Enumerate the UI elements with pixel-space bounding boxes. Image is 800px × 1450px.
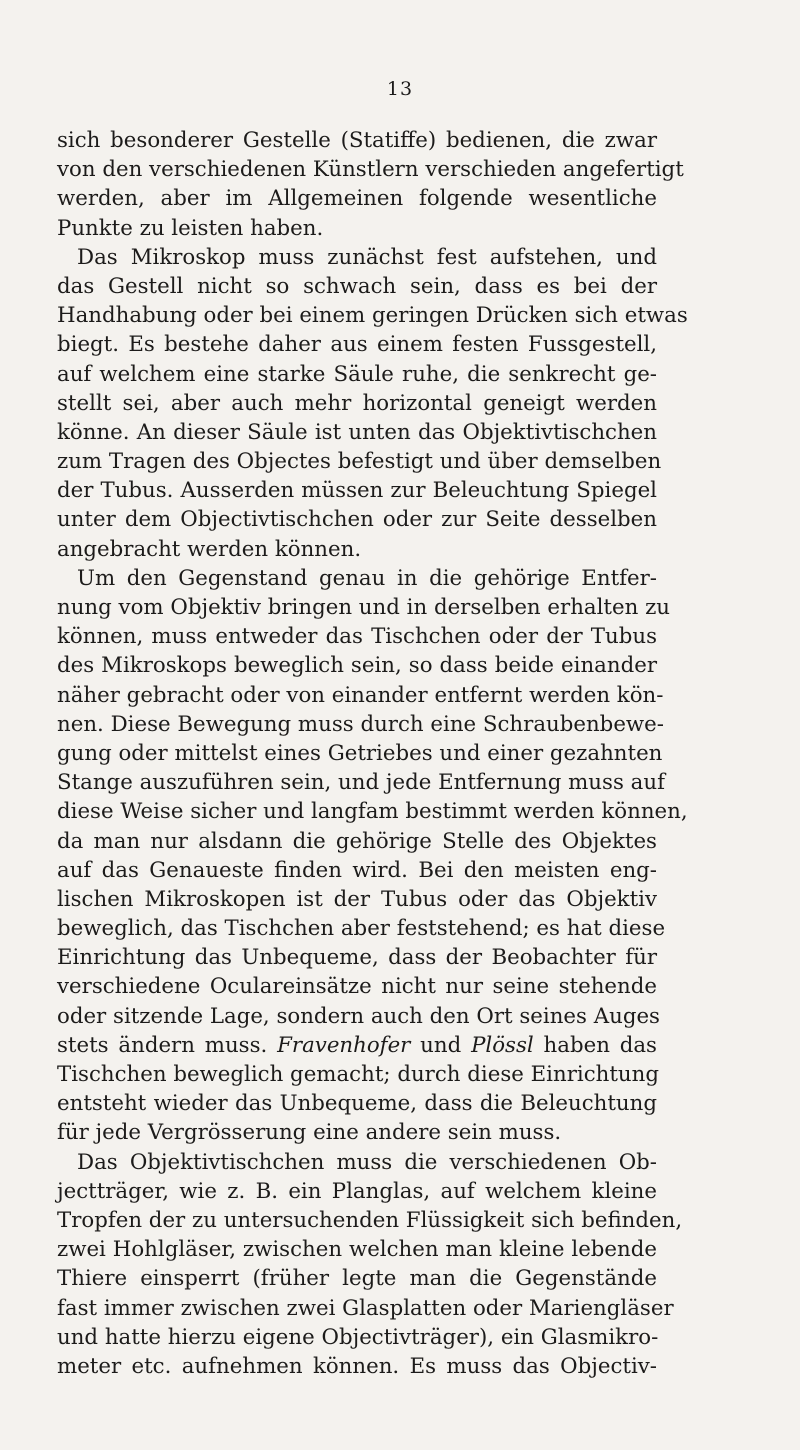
text-line: unter dem Objectivtischchen oder zur Seite desselben — [57, 507, 657, 533]
text-line: Das Objektivtischchen muss die verschiedenen Ob- — [77, 1149, 657, 1175]
text-line: könne. An dieser Säule ist unten das Objektivtischchen — [57, 419, 657, 445]
text-line: gung oder mittelst eines Getriebes und einer gezahnten — [57, 740, 663, 766]
text-line: Um den Gegenstand genau in die gehörige Entfer- — [77, 565, 657, 591]
text-line: können, muss entweder das Tischchen oder der Tubus — [57, 624, 657, 650]
text-line: oder sitzende Lage, sondern auch den Ort seines Auges — [57, 1003, 660, 1029]
text-line: und hatte hierzu eigene Objectivträger), ein Glasmikro- — [57, 1324, 659, 1350]
text-line: auf welchem eine starke Säule ruhe, die senkrecht ge- — [57, 361, 657, 387]
text-line: Stange auszuführen sein, und jede Entfernung muss auf — [57, 770, 665, 796]
text-line: zwei Hohlgläser, zwischen welchen man kleine lebende — [57, 1237, 657, 1263]
text-line: Einrichtung das Unbequeme, dass der Beobachter für — [57, 945, 657, 971]
text-line: das Gestell nicht so schwach sein, dass es bei der — [57, 273, 657, 299]
text-line: biegt. Es bestehe daher aus einem festen Fussgestell, — [57, 332, 657, 358]
text-line: näher gebracht oder von einander entfernt werden kön- — [57, 682, 664, 708]
text-segment: haben das — [533, 1032, 657, 1058]
text-line: Das Mikroskop muss zunächst fest aufstehen, und — [77, 244, 657, 270]
text-segment: und — [410, 1032, 472, 1058]
text-segment: stets ändern muss. — [57, 1032, 278, 1058]
text-line: lischen Mikroskopen ist der Tubus oder das Objektiv — [57, 886, 657, 912]
text-line: werden, aber im Allgemeinen folgende wesentliche — [57, 186, 657, 212]
text-line: stellt sei, aber auch mehr horizontal geneigt werden — [57, 390, 657, 416]
text-line: entsteht wieder das Unbequeme, dass die Beleuchtung — [57, 1091, 657, 1117]
text-line: da man nur alsdann die gehörige Stelle des Objektes — [57, 828, 657, 854]
text-line — [57, 1031, 657, 1060]
text-line: für jede Vergrösserung eine andere sein muss. — [57, 1120, 562, 1146]
text-line: jectträger, wie z. B. ein Planglas, auf welchem kleine — [57, 1178, 657, 1204]
text-line: meter etc. aufnehmen können. Es muss das Objectiv- — [57, 1353, 657, 1379]
text-line: diese Weise sicher und langfam bestimmt werden können, — [57, 799, 688, 825]
author-name-ploessl: Plössl — [471, 1032, 534, 1058]
text-line: verschiedene Oculareinsätze nicht nur seine stehende — [57, 974, 657, 1000]
text-line: Tropfen der zu untersuchenden Flüssigkeit sich befinden, — [57, 1207, 683, 1233]
text-line: Punkte zu leisten haben. — [57, 215, 324, 241]
text-line: Tischchen beweglich gemacht; durch diese Einrichtung — [57, 1062, 659, 1087]
author-name-fraunhofer: Fravenhofer — [277, 1032, 411, 1058]
text-line: nung vom Objektiv bringen und in derselben erhalten zu — [57, 595, 671, 620]
text-line: der Tubus. Ausserden müssen zur Beleuchtung Spiegel — [57, 478, 657, 504]
text-line: von den verschiedenen Künstlern verschieden angefertigt — [57, 157, 684, 183]
text-line: Handhabung oder bei einem geringen Drücken sich etwas — [57, 303, 688, 329]
text-line: sich besonderer Gestelle (Statiffe) bedienen, die zwar — [57, 128, 657, 153]
text-line: beweglich, das Tischchen aber feststehend; es hat diese — [57, 916, 666, 942]
text-line: angebracht werden können. — [57, 536, 362, 562]
page-number: 13 — [386, 78, 414, 100]
text-line: zum Tragen des Objectes befestigt und über demselben — [57, 449, 662, 475]
text-line: auf das Genaueste finden wird. Bei den meisten eng- — [57, 857, 657, 883]
text-line: fast immer zwischen zwei Glasplatten oder Mariengläser — [57, 1295, 674, 1321]
body-text — [57, 126, 688, 1381]
text-line: nen. Diese Bewegung muss durch eine Schraubenbewe- — [57, 711, 664, 737]
text-line: des Mikroskops beweglich sein, so dass beide einander — [57, 653, 657, 679]
text-line: Thiere einsperrt (früher legte man die Gegenstände — [57, 1266, 657, 1292]
